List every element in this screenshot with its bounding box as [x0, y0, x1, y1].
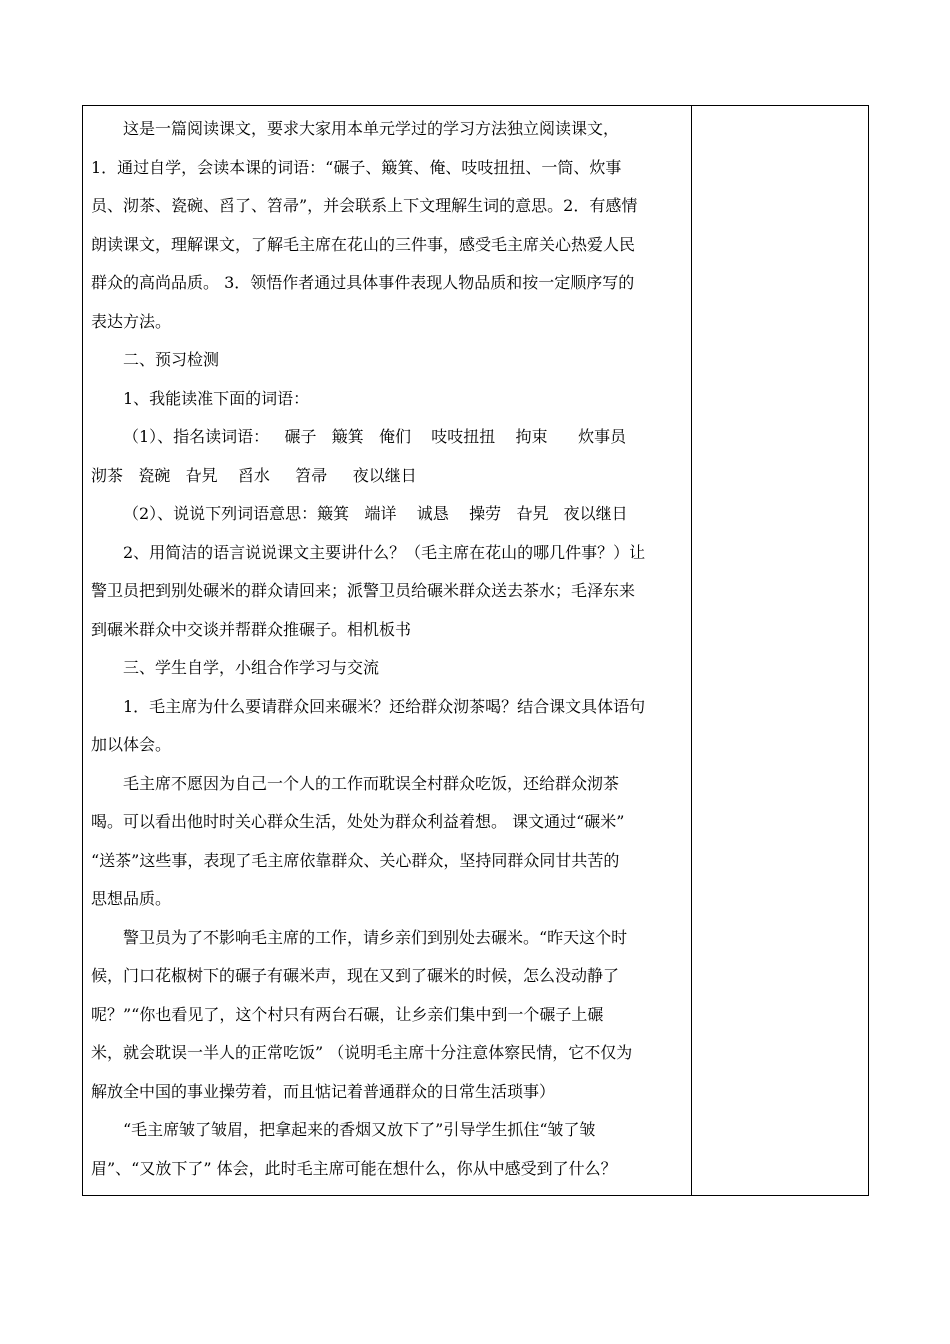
text-line: 朗读课文，理解课文，了解毛主席在花山的三件事，感受毛主席关心热爱人民 [91, 234, 636, 254]
word-list-line: （1）、指名读词语： 碾子 簸箕 俺们 吱吱扭扭 拘束 炊事员 [123, 427, 627, 446]
text-line: 加以体会。 [91, 735, 172, 754]
text-line: 米，就会耽误一半人的正常吃饭” （说明毛主席十分注意体察民情，它不仅为 [91, 1043, 633, 1062]
column-divider [691, 106, 692, 1195]
text-line: 群众的高尚品质。 3．领悟作者通过具体事件表现人物品质和按一定顺序写的 [91, 273, 635, 292]
text-line: 候，门口花椒树下的碾子有碾米声，现在又到了碾米的时候，怎么没动静了 [91, 966, 620, 985]
text-line: 员、沏茶、瓷碗、舀了、笤帚”，并会联系上下文理解生词的意思。2．有感情 [91, 196, 638, 215]
text-line: 思想品质。 [91, 889, 172, 908]
text-line: 毛主席不愿因为自己一个人的工作而耽误全村群众吃饭，还给群众沏茶 [123, 773, 620, 793]
text-line: “毛主席皱了皱眉，把拿起来的香烟又放下了”引导学生抓住“皱了皱 [123, 1120, 596, 1139]
text-line: 1、我能读准下面的词语： [123, 388, 310, 408]
notes-cell [695, 106, 868, 1195]
word-list-line: （2）、说说下列词语意思：簸箕 端详 诚恳 操劳 旮旯 夜以继日 [123, 504, 628, 523]
text-line: 解放全中国的事业操劳着，而且惦记着普通群众的日常生活琐事） [91, 1081, 556, 1101]
text-line: 表达方法。 [91, 311, 172, 331]
section-heading: 三、学生自学，小组合作学习与交流 [123, 658, 380, 677]
text-line: 1．通过自学，会读本课的词语：“碾子、簸箕、俺、吱吱扭扭、一筒、炊事 [91, 157, 622, 177]
text-line: 2、用简洁的语言说说课文主要讲什么？（毛主席在花山的哪几件事？）让 [123, 542, 646, 562]
lesson-table [82, 105, 869, 1196]
word-list-line: 沏茶 瓷碗 旮旯 舀水 笤帚 夜以继日 [91, 465, 417, 485]
text-line: “送茶”这些事，表现了毛主席依靠群众、关心群众，坚持同群众同甘共苦的 [91, 850, 620, 870]
section-heading: 二、预习检测 [123, 350, 220, 369]
lesson-content-cell [91, 110, 687, 1188]
text-line: 警卫员把到别处碾米的群众请回来；派警卫员给碾米群众送去茶水；毛泽东来 [91, 581, 636, 600]
text-line: 眉”、“又放下了” 体会，此时毛主席可能在想什么，你从中感受到了什么？ [91, 1158, 617, 1178]
text-line: 这是一篇阅读课文，要求大家用本单元学过的学习方法独立阅读课文， [123, 119, 620, 138]
text-line: 1．毛主席为什么要请群众回来碾米？还给群众沏茶喝？结合课文具体语句 [123, 696, 646, 716]
text-line: 警卫员为了不影响毛主席的工作，请乡亲们到别处去碾米。“昨天这个时 [123, 927, 628, 947]
text-line: 喝。可以看出他时时关心群众生活，处处为群众利益着想。 课文通过“碾米” [91, 812, 625, 831]
text-line: 到碾米群众中交谈并帮群众推碾子。相机板书 [91, 619, 412, 639]
text-line: 呢？”“你也看见了，这个村只有两台石碾，让乡亲们集中到一个碾子上碾 [91, 1004, 604, 1024]
